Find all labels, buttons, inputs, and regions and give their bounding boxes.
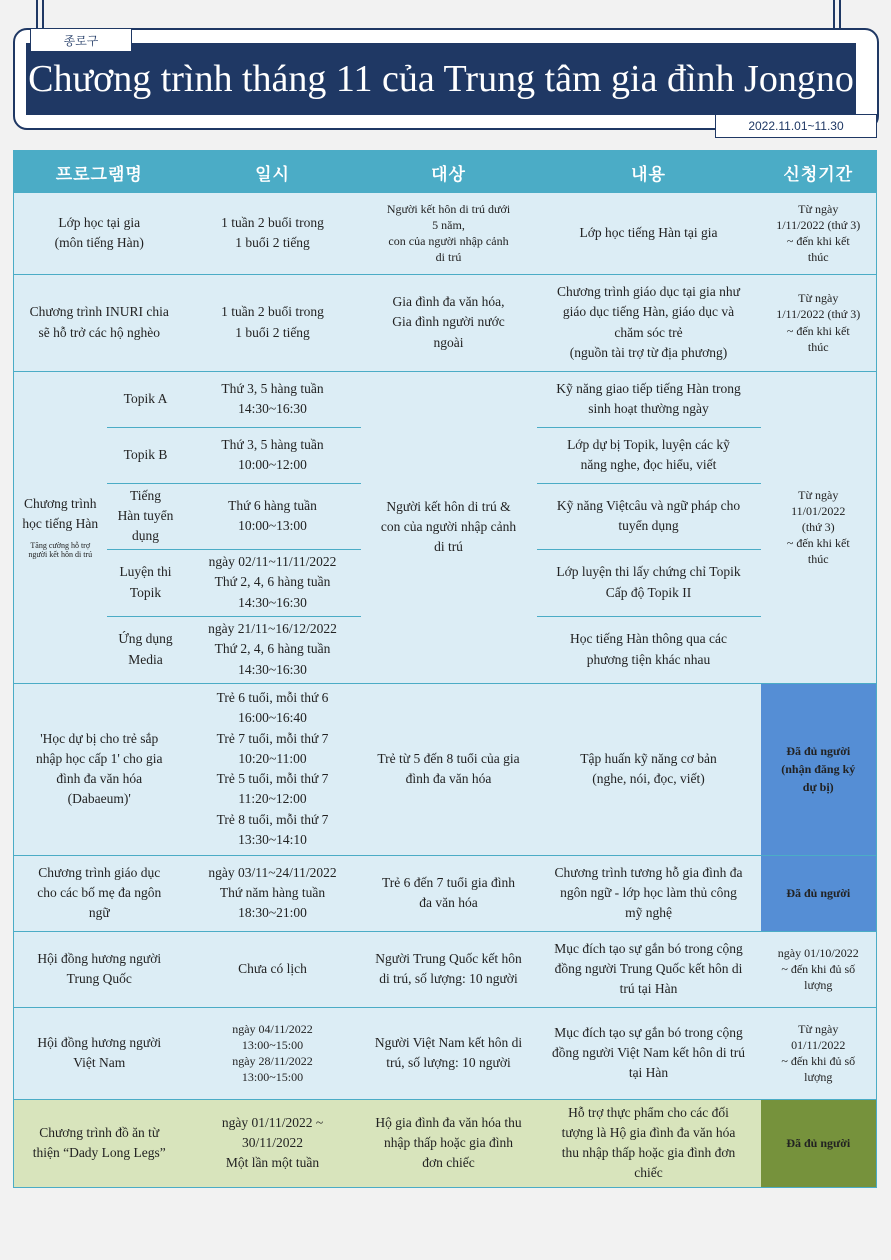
table-row [14, 931, 877, 1007]
sub-program-time: Thứ 3, 5 hàng tuần 10:00~12:00 [185, 427, 361, 483]
program-name-text: Chương trình học tiếng Hàn [22, 496, 99, 532]
program-name: Hội đồng hương người Trung Quốc [14, 931, 185, 1007]
sub-program-content: Học tiếng Hàn thông qua các phương tiện khác nhau [537, 616, 761, 683]
program-content: Lớp học tiếng Hàn tại gia [537, 193, 761, 274]
program-content: Chương trình tương hỗ gia đình đa ngôn ngữ - lớp học làm thủ công mỹ nghệ [537, 855, 761, 931]
table-header-row [14, 151, 877, 194]
program-time: ngày 04/11/2022 13:00~15:00 ngày 28/11/2022 13:00~15:00 [185, 1007, 361, 1099]
frame-line-left-2 [42, 0, 44, 30]
table-row [14, 683, 877, 855]
program-time: ngày 03/11~24/11/2022 Thứ năm hàng tuần 18:30~21:00 [185, 855, 361, 931]
page-title: Chương trình tháng 11 của Trung tâm gia đình Jongno [26, 43, 856, 115]
status-badge: Đã đủ người (nhận đăng ký dự bị) [761, 683, 877, 855]
program-target: Trẻ 6 đến 7 tuổi gia đình đa văn hóa [361, 855, 537, 931]
col-header-content: 내용 [537, 151, 761, 194]
program-content: Chương trình giáo dục tại gia như giáo dục tiếng Hàn, giáo dục và chăm sóc trẻ (nguồn tài trợ từ địa phương) [537, 274, 761, 371]
sub-program-name: Luyện thi Topik [107, 549, 185, 616]
sub-program-name: Ứng dụng Media [107, 616, 185, 683]
sub-program-name: Topik A [107, 371, 185, 427]
sub-program-time: Thứ 6 hàng tuần 10:00~13:00 [185, 483, 361, 549]
table-row [14, 855, 877, 931]
program-apply: Từ ngày 1/11/2022 (thứ 3) ~ đến khi kết thúc [761, 274, 877, 371]
program-name: Chương trình giáo dục cho các bố mẹ đa ngôn ngữ [14, 855, 185, 931]
program-time: 1 tuần 2 buổi trong 1 buổi 2 tiếng [185, 274, 361, 371]
program-target: Gia đình đa văn hóa, Gia đình người nước ngoài [361, 274, 537, 371]
frame-line-right-2 [839, 0, 841, 30]
program-target: Trẻ từ 5 đến 8 tuổi của gia đình đa văn hóa [361, 683, 537, 855]
table-row [14, 371, 877, 427]
sub-program-time: Thứ 3, 5 hàng tuần 14:30~16:30 [185, 371, 361, 427]
sub-program-name: Tiếng Hàn tuyển dụng [107, 483, 185, 549]
sub-program-time: ngày 21/11~16/12/2022 Thứ 2, 4, 6 hàng tuần 14:30~16:30 [185, 616, 361, 683]
col-header-time: 일시 [185, 151, 361, 194]
program-content: Tập huấn kỹ năng cơ bản (nghe, nói, đọc, viết) [537, 683, 761, 855]
table-row [14, 274, 877, 371]
program-target: Người Trung Quốc kết hôn di trú, số lượng: 10 người [361, 931, 537, 1007]
program-target: Người kết hôn di trú dưới 5 năm, con của người nhập cảnh di trú [361, 193, 537, 274]
sub-program-content: Kỹ năng giao tiếp tiếng Hàn trong sinh hoạt thường ngày [537, 371, 761, 427]
program-time: Chưa có lịch [185, 931, 361, 1007]
table-row [14, 193, 877, 274]
col-header-program: 프로그램명 [14, 151, 185, 194]
sub-program-content: Lớp dự bị Topik, luyện các kỹ năng nghe, đọc hiểu, viết [537, 427, 761, 483]
district-tag: 종로구 [30, 28, 132, 52]
program-name: 'Học dự bị cho trẻ sắp nhập học cấp 1' cho gia đình đa văn hóa (Dabaeum)' [14, 683, 185, 855]
frame-line-right [833, 0, 835, 30]
program-apply: ngày 01/10/2022 ~ đến khi đủ số lượng [761, 931, 877, 1007]
program-name-note: Tăng cường hỗ trợ người kết hôn di trú [28, 540, 93, 560]
program-content: Mục đích tạo sự gắn bó trong cộng đồng người Trung Quốc kết hôn di trú tại Hàn [537, 931, 761, 1007]
program-target: Người kết hôn di trú & con của người nhập cảnh di trú [361, 371, 537, 683]
status-badge: Đã đủ người [761, 1099, 877, 1187]
program-name: Chương trình đồ ăn từ thiện “Dady Long Legs” [14, 1099, 185, 1187]
program-time: Trẻ 6 tuổi, mỗi thứ 6 16:00~16:40 Trẻ 7 tuổi, mỗi thứ 7 10:20~11:00 Trẻ 5 tuổi, mỗi thứ 7 11:20~12:00 Trẻ 8 tuổi, mỗi thứ 7 13:30~14:10 [185, 683, 361, 855]
table-row [14, 1099, 877, 1187]
program-target: Người Việt Nam kết hôn di trú, số lượng: 10 người [361, 1007, 537, 1099]
col-header-apply: 신청기간 [761, 151, 877, 194]
program-content: Mục đích tạo sự gắn bó trong cộng đồng người Việt Nam kết hôn di trú tại Hàn [537, 1007, 761, 1099]
col-header-target: 대상 [361, 151, 537, 194]
status-badge: Đã đủ người [761, 855, 877, 931]
sub-program-name: Topik B [107, 427, 185, 483]
program-apply: Từ ngày 11/01/2022 (thứ 3) ~ đến khi kết thúc [761, 371, 877, 683]
program-time: ngày 01/11/2022 ~ 30/11/2022 Một lần một tuần [185, 1099, 361, 1187]
program-content: Hỗ trợ thực phẩm cho các đối tượng là Hộ gia đình đa văn hóa thu nhập thấp hoặc gia đình đơn chiếc [537, 1099, 761, 1187]
sub-program-content: Kỹ năng Việtcâu và ngữ pháp cho tuyển dụng [537, 483, 761, 549]
program-time: 1 tuần 2 buổi trong 1 buổi 2 tiếng [185, 193, 361, 274]
frame-line-left [36, 0, 38, 30]
table-row [14, 1007, 877, 1099]
program-apply: Từ ngày 01/11/2022 ~ đến khi đủ số lượng [761, 1007, 877, 1099]
program-table [13, 150, 877, 1188]
program-apply: Từ ngày 1/11/2022 (thứ 3) ~ đến khi kết thúc [761, 193, 877, 274]
program-name: Lớp học tại gia (môn tiếng Hàn) [14, 193, 185, 274]
program-name: Hội đồng hương người Việt Nam [14, 1007, 185, 1099]
period-label: 2022.11.01~11.30 [715, 114, 877, 138]
program-name [14, 371, 107, 683]
sub-program-time: ngày 02/11~11/11/2022 Thứ 2, 4, 6 hàng tuần 14:30~16:30 [185, 549, 361, 616]
program-name: Chương trình INURI chia sẽ hỗ trở các hộ nghèo [14, 274, 185, 371]
program-target: Hộ gia đình đa văn hóa thu nhập thấp hoặc gia đình đơn chiếc [361, 1099, 537, 1187]
sub-program-content: Lớp luyện thi lấy chứng chỉ Topik Cấp độ Topik II [537, 549, 761, 616]
